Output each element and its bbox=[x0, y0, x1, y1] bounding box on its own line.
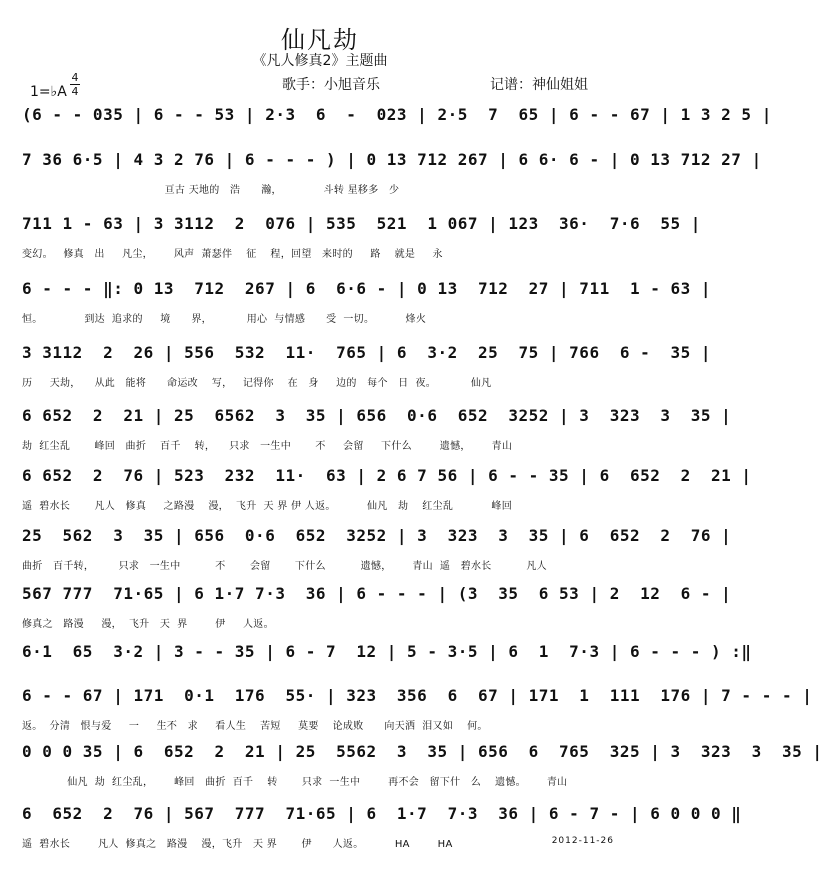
score-row bbox=[22, 343, 712, 391]
singer-credit: 歌手：小旭音乐 bbox=[282, 77, 380, 93]
notator-credit: 记谱：神仙姐姐 bbox=[490, 77, 588, 93]
notation-line: 6 652 2 76 | 567 777 71·65 | 6 1·7 7·3 36 | 6 - 7 - | 6 0 0 0 ‖ bbox=[22, 804, 742, 823]
notation-line: 6 652 2 76 | 523 232 11· 63 | 2 6 7 56 | 6 - - 35 | 6 652 2 21 | bbox=[22, 466, 752, 485]
notation-line: 6·1 65 3·2 | 3 - - 35 | 6 - 7 12 | 5 - 3·5 | 6 1 7·3 | 6 - - - ) :‖ bbox=[22, 642, 752, 661]
lyrics-line: 恒。 到达 追求的 境 界， 用心 与情感 受 一切。 烽火 bbox=[22, 314, 427, 325]
lyrics-line: 历 天劫， 从此 能将 命运改 写， 记得你 在 身 边的 每个 日 夜。 仙凡 bbox=[22, 378, 492, 389]
notation-line: 3 3112 2 26 | 556 532 11· 765 | 6 3·2 25 75 | 766 6 - 35 | bbox=[22, 343, 712, 362]
score-row bbox=[22, 466, 752, 514]
score-row bbox=[22, 214, 701, 262]
score-row bbox=[22, 406, 732, 454]
notation-line: 6 652 2 21 | 25 6562 3 35 | 656 0·6 652 3252 | 3 323 3 35 | bbox=[22, 406, 732, 425]
notation-line: 6 - - 67 | 171 0·1 176 55· | 323 356 6 67 | 171 1 111 176 | 7 - - - | bbox=[22, 686, 813, 705]
transcription-date: 2012-11-26 bbox=[551, 836, 614, 846]
notation-line: 25 562 3 35 | 656 0·6 652 3252 | 3 323 3 35 | 6 652 2 76 | bbox=[22, 526, 732, 545]
song-subtitle: 《凡人修真2》主题曲 bbox=[252, 53, 388, 69]
score-row bbox=[22, 804, 742, 852]
notation-line: 0 0 0 35 | 6 652 2 21 | 25 5562 3 35 | 656 6 765 325 | 3 323 3 35 | bbox=[22, 742, 823, 761]
score-row bbox=[22, 584, 732, 632]
lyrics-line: 曲折 百千转， 只求 一生中 不 会留 下什么 遗憾， 青山 遥 碧水长 凡人 bbox=[22, 561, 547, 572]
lyrics-line: 变幻。 修真 出 凡尘， 风声 萧瑟伴 征 程，回望 来时的 路 就是 永 bbox=[22, 249, 443, 260]
song-title: 仙凡劫 bbox=[281, 26, 359, 54]
notation-line: 567 777 71·65 | 6 1·7 7·3 36 | 6 - - - | (3 35 6 53 | 2 12 6 - | bbox=[22, 584, 732, 603]
score-row bbox=[22, 526, 732, 574]
notation-line: 7 36 6·5 | 4 3 2 76 | 6 - - - ) | 0 13 712 267 | 6 6· 6 - | 0 13 712 27 | bbox=[22, 150, 762, 169]
lyrics-line: 修真之 路漫 漫， 飞升 天 界 伊 人返。 bbox=[22, 619, 274, 630]
time-signature-bottom: 4 bbox=[71, 85, 79, 98]
score-row bbox=[22, 642, 752, 690]
lyrics-line: 劫 红尘乱 峰回 曲折 百千 转， 只求 一生中 不 会留 下什么 遗憾， 青山 bbox=[22, 441, 513, 452]
notation-line: 711 1 - 63 | 3 3112 2 076 | 535 521 1 067 | 123 36· 7·6 55 | bbox=[22, 214, 701, 233]
notation-line: (6 - - 035 | 6 - - 53 | 2·3 6 - 023 | 2·5 7 65 | 6 - - 67 | 1 3 2 5 | bbox=[22, 105, 772, 124]
time-signature bbox=[70, 72, 80, 97]
key-signature: 1=♭A bbox=[30, 84, 67, 100]
lyrics-line: 亘古 天地的 浩 瀚， 斗转 星移多 少 bbox=[22, 185, 400, 196]
score-row bbox=[22, 686, 813, 734]
score-row bbox=[22, 150, 762, 198]
time-signature-top: 4 bbox=[71, 71, 79, 84]
lyrics-line: 仙凡 劫 红尘乱， 峰回 曲折 百千 转 只求 一生中 再不会 留下什 么 遗憾。 青山 bbox=[22, 777, 568, 788]
score-row bbox=[22, 742, 823, 790]
notation-line: 6 - - - ‖: 0 13 712 267 | 6 6·6 - | 0 13 712 27 | 711 1 - 63 | bbox=[22, 279, 712, 298]
lyrics-line: 返。 分清 恨与爱 一 生不 求 看人生 苦短 莫要 论成败 向天洒 泪又如 何。 bbox=[22, 721, 488, 732]
score-row bbox=[22, 279, 712, 327]
lyrics-line: 遥 碧水长 凡人 修真 之路漫 漫， 飞升 天 界 伊 人返。 仙凡 劫 红尘乱 峰回 bbox=[22, 501, 513, 512]
score-row bbox=[22, 105, 772, 153]
lyrics-line: 遥 碧水长 凡人 修真之 路漫 漫，飞升 天 界 伊 人返。 HA HA bbox=[22, 839, 453, 850]
